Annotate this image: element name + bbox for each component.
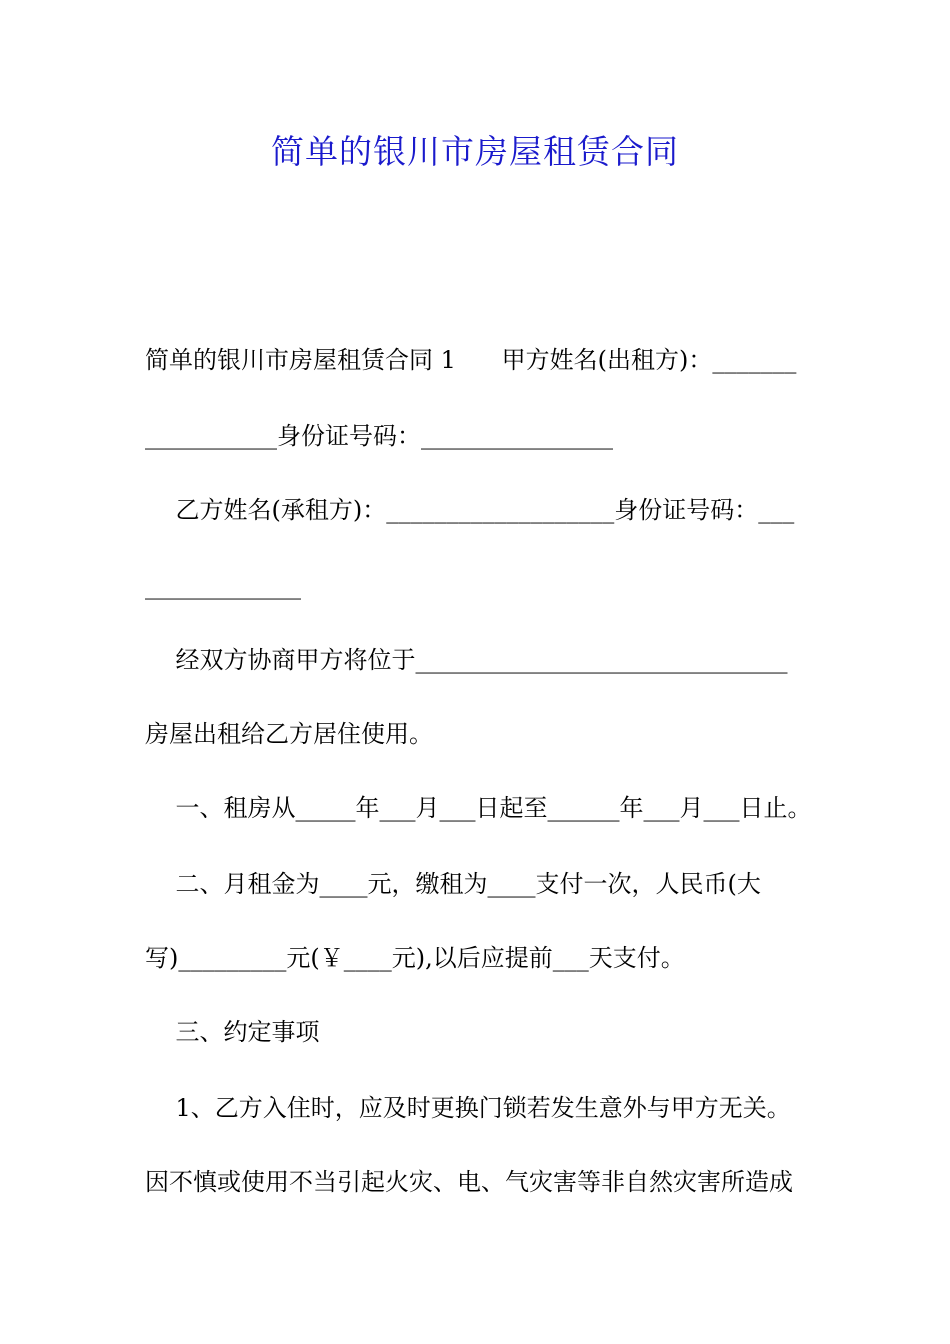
clause-3-item-1-continuation: 因不慎或使用不当引起火灾、电、气灾害等非自然灾害所造成 xyxy=(145,1168,793,1196)
party-a-name-line: 简单的银川市房屋租赁合同 1 甲方姓名(出租方)：_______ xyxy=(145,346,797,374)
clause-3-heading: 三、约定事项 xyxy=(145,1018,320,1046)
party-b-name-line: 乙方姓名(承租方)：___________________身份证号码：___ xyxy=(145,496,795,524)
document-title: 简单的银川市房屋租赁合同 xyxy=(271,132,679,171)
clause-3-item-1: 1、乙方入住时，应及时更换门锁若发生意外与甲方无关。 xyxy=(145,1094,791,1122)
clause-1-lease-term: 一、租房从_____年___月___日起至______年___月___日止。 xyxy=(145,794,812,822)
clause-2-rent-continuation: 写)_________元(￥____元),以后应提前___天支付。 xyxy=(145,944,685,972)
party-a-id-line: ___________身份证号码：________________ xyxy=(145,422,613,450)
property-usage-line: 房屋出租给乙方居住使用。 xyxy=(145,720,433,748)
party-b-id-continuation: _____________ xyxy=(145,572,301,600)
clause-2-rent: 二、月租金为____元，缴租为____支付一次，人民币(大 xyxy=(145,870,761,898)
property-location-line: 经双方协商甲方将位于_______________________________ xyxy=(145,646,788,674)
